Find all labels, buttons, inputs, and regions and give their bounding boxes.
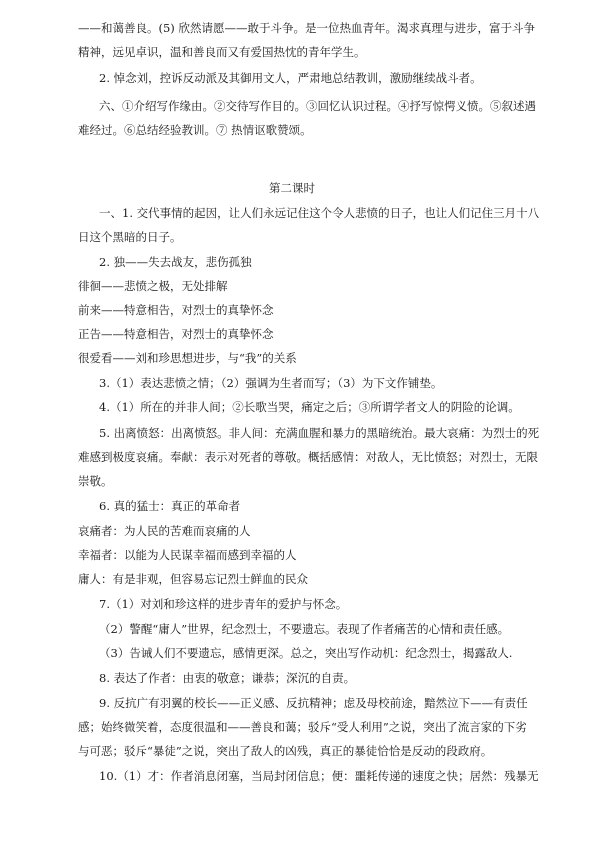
text-line: 哀痛者：为人民的苦难而哀痛的人	[78, 524, 251, 538]
text-line: 前来——特意相告，对烈士的真挚怀念	[78, 303, 274, 317]
text-line: 2. 悼念刘，控诉反动派及其御用文人，严肃地总结教训，激励继续战斗者。	[99, 71, 482, 85]
text-line: 难经过。⑥总结经验教训。⑦ 热情讴歌赞颂。	[78, 123, 312, 137]
text-line: 2. 独——失去战友，悲伤孤独	[99, 255, 252, 269]
text-line: 一、1. 交代事情的起因，让人们永远记住这个令人悲愤的日子，也让人们记住三月十八	[99, 206, 540, 220]
text-line: 难感到极度哀痛。奉献：表示对死者的尊敬。概括感情：对敌人，无比愤怒；对烈士，无限	[78, 450, 538, 464]
text-line: 正告——特意相告，对烈士的真挚怀念	[78, 327, 274, 341]
text-line: 精神，远见卓识，温和善良而又有爱国热忱的青年学生。	[78, 45, 366, 59]
text-line: 8. 表达了作者：由衷的敬意；谦恭；深沉的自责。	[99, 671, 356, 685]
text-line: （3）告诫人们不要遗忘，感情更深。总之，突出写作动机：纪念烈士，揭露敌人.	[99, 646, 513, 660]
text-line: 5. 出离愤怒：出离愤怒。非人间：充满血腥和暴力的黑暗统治。最大哀痛：为烈士的死	[99, 426, 540, 440]
text-line: 10.（1）才：作者消息闭塞，当局封闭信息；便：噩耗传递的速度之快；居然：残暴无	[99, 769, 539, 783]
text-line: ——和蔼善良。(5) 欣然请愿——敢于斗争。是一位热血青年。渴求真理与进步，富于斗争	[78, 21, 535, 35]
text-line: 与可恶；驳斥“暴徒”之说，突出了敌人的凶残，真正的暴徒恰恰是反动的段政府。	[78, 744, 493, 758]
text-line: 庸人：有是非观，但容易忘记烈士鲜血的民众	[78, 572, 308, 586]
text-line: 9. 反抗广有羽翼的校长——正义感、反抗精神；虑及母校前途，黯然泣下——有责任	[99, 696, 528, 710]
text-line: 4.（1）所在的并非人间；②长歌当哭，痛定之后；③所谓学者文人的阴险的论调。	[99, 400, 520, 414]
text-line: 幸福者：以能为人民谋幸福而感到幸福的人	[78, 548, 297, 562]
text-line: 很爱看——刘和珍思想进步，与“我”的关系	[78, 351, 297, 365]
text-line: 3.（1）表达悲愤之情；（2）强调为生者而写；（3）为下文作铺垫。	[99, 376, 443, 390]
text-line: 日这个黑暗的日子。	[78, 230, 182, 244]
text-line: 7.（1）对刘和珍这样的进步青年的爱护与怀念。	[99, 597, 348, 611]
text-line: 徘徊——悲愤之极，无处排解	[78, 279, 228, 293]
section-title: 第二课时	[269, 181, 315, 195]
text-line: 感；始终微笑着，态度很温和——善良和蔼；驳斥“受人利用”之说，突出了流言家的下劣	[78, 720, 527, 734]
text-line: 六、①介绍写作缘由。②交待写作目的。③回忆认识过程。④抒写惊愕义愤。⑤叙述遇	[99, 99, 536, 113]
text-line: 6. 真的猛士：真正的革命者	[99, 499, 241, 513]
text-line: （2）警醒“庸人”世界，纪念烈士，不要遗忘。表现了作者痛苦的心情和责任感。	[99, 622, 510, 636]
text-line: 崇敬。	[78, 474, 113, 488]
